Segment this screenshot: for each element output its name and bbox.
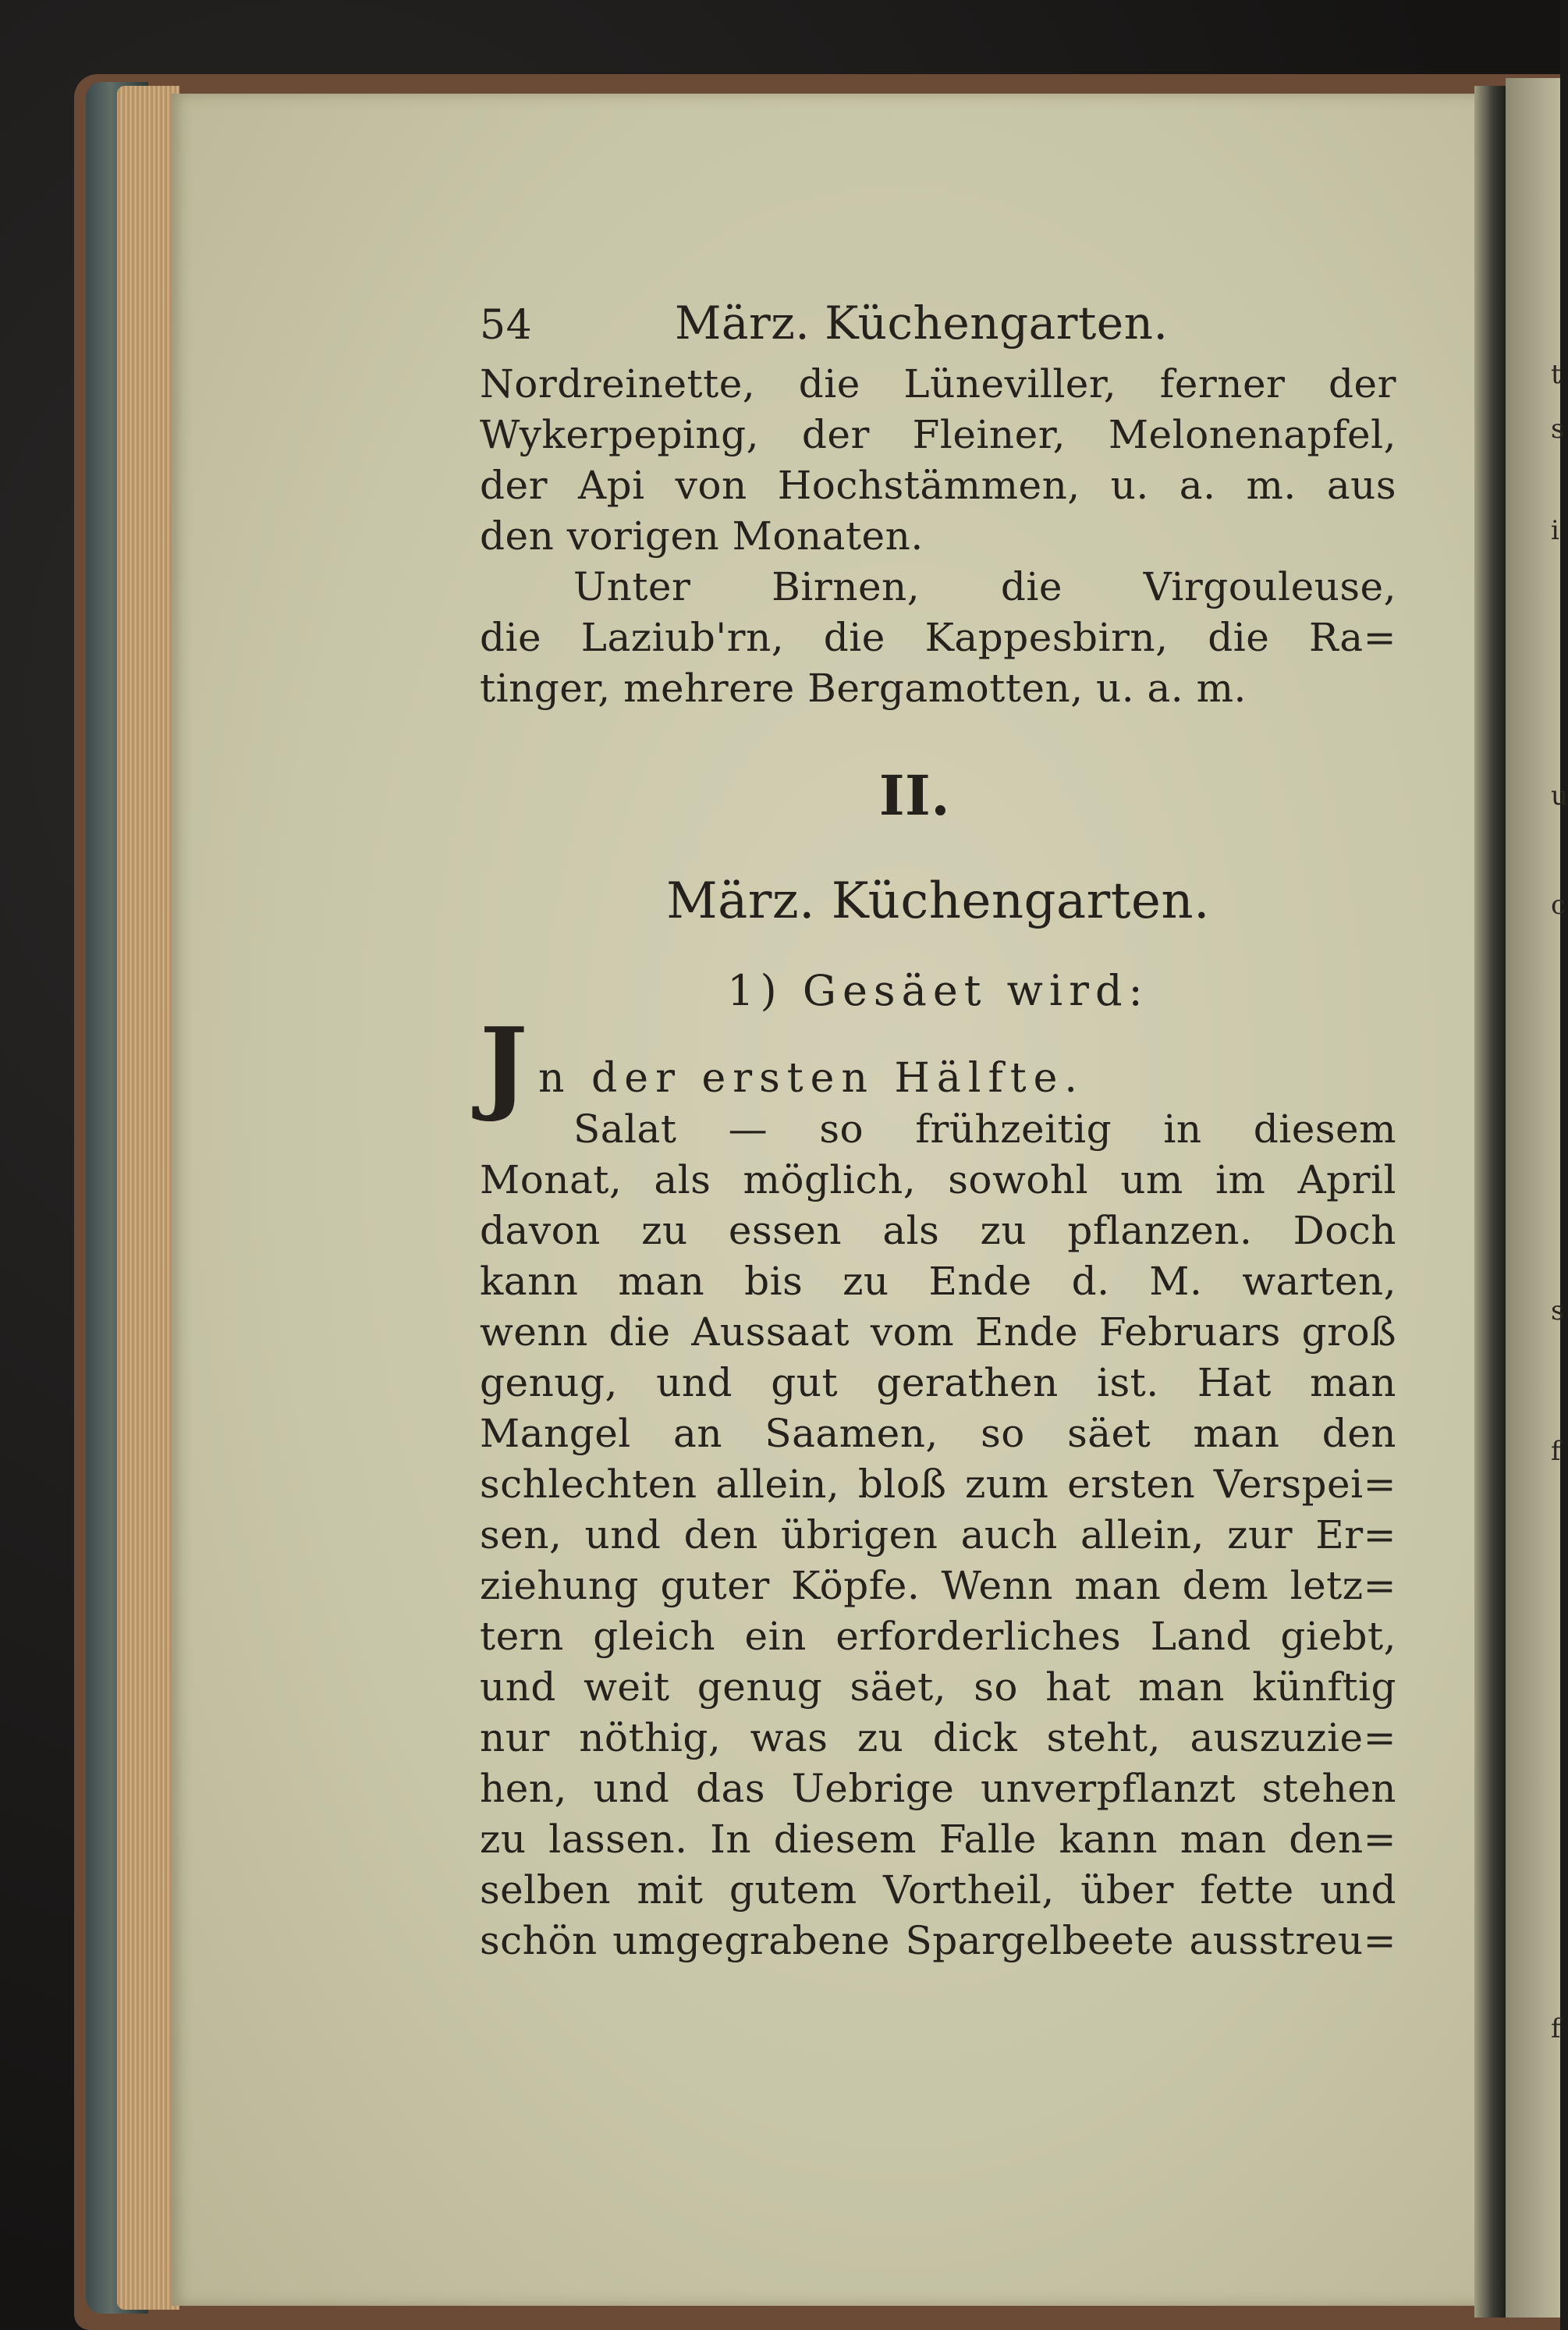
next-page-fragment: s [1551,1295,1565,1327]
text-line: Monat, als möglich, sowohl um im April [480,1157,1396,1202]
text-line: genug, und gut gerathen ist. Hat man [480,1360,1396,1405]
book-gutter [1474,86,1506,2318]
text-line: Salat — so frühzeitig in diesem [573,1106,1396,1152]
chapter-title: März. Küchengarten. [666,872,1210,930]
text-line: wenn die Aussaat vom Ende Februars groß [480,1309,1396,1355]
page-number: 54 [480,302,533,349]
intro-paragraph [480,359,1396,562]
text-line: nur nöthig, was zu dick steht, auszuzie= [480,1715,1396,1760]
text-line: schlechten allein, bloß zum ersten Verspei= [480,1462,1396,1507]
next-page-fragment: f [1551,1436,1561,1467]
body-paragraph [480,1104,1396,1966]
next-page-fragment: f [1551,2013,1561,2044]
right-page-edge [1506,78,1568,2318]
next-page-fragment: c [1551,890,1566,921]
text-line: ziehung guter Köpfe. Wenn man dem letz= [480,1563,1396,1608]
text-line: hen, und das Uebrige unverpflanzt stehen [480,1766,1396,1811]
next-page-fragment: u [1551,780,1568,812]
drop-cap: J [480,1005,529,1124]
text-line: selben mit gutem Vortheil, über fette und [480,1867,1396,1913]
text-line: davon zu essen als zu pflanzen. Doch [480,1208,1396,1253]
text-line: Wykerpeping, der Fleiner, Melonenapfel, [480,412,1396,457]
text-line: tern gleich ein erforderliches Land giebt, [480,1614,1396,1659]
text-line: der Api von Hochstämmen, u. a. m. aus [480,463,1396,508]
first-half-heading-text: n der ersten Hälfte. [538,1055,1084,1102]
first-half-heading [480,1005,1396,1124]
text-line: die Laziub'rn, die Kappesbirn, die Ra= [480,615,1396,660]
section-heading: 1) Gesäet wird: [727,966,1149,1015]
text-line: Nordreinette, die Lüneviller, ferner der [480,361,1396,407]
text-line: zu lassen. In diesem Falle kann man den= [480,1817,1396,1862]
running-title: März. Küchengarten. [675,297,1169,350]
text-line: schön umgegrabene Spargelbeete ausstreu= [480,1918,1396,1963]
text-line: tinger, mehrere Bergamotten, u. a. m. [480,666,1247,711]
page-text [480,297,1396,1966]
next-page-fragment: i [1551,515,1559,546]
text-line: und weit genug säet, so hat man künftig [480,1664,1396,1710]
text-line: den vorigen Monaten. [480,513,924,559]
text-line: kann man bis zu Ende d. M. warten, [480,1259,1396,1304]
next-page-fragment: s [1551,414,1565,445]
text-line: sen, und den übrigen auch allein, zur Er= [480,1512,1396,1557]
next-page-fragment: t [1551,359,1562,390]
text-line: Mangel an Saamen, so säet man den [480,1411,1396,1456]
chapter-number: II. [878,763,951,828]
page-header [480,297,1396,359]
text-line: Unter Birnen, die Virgouleuse, [573,564,1396,609]
pear-paragraph [480,562,1396,714]
page-edges [117,86,179,2310]
